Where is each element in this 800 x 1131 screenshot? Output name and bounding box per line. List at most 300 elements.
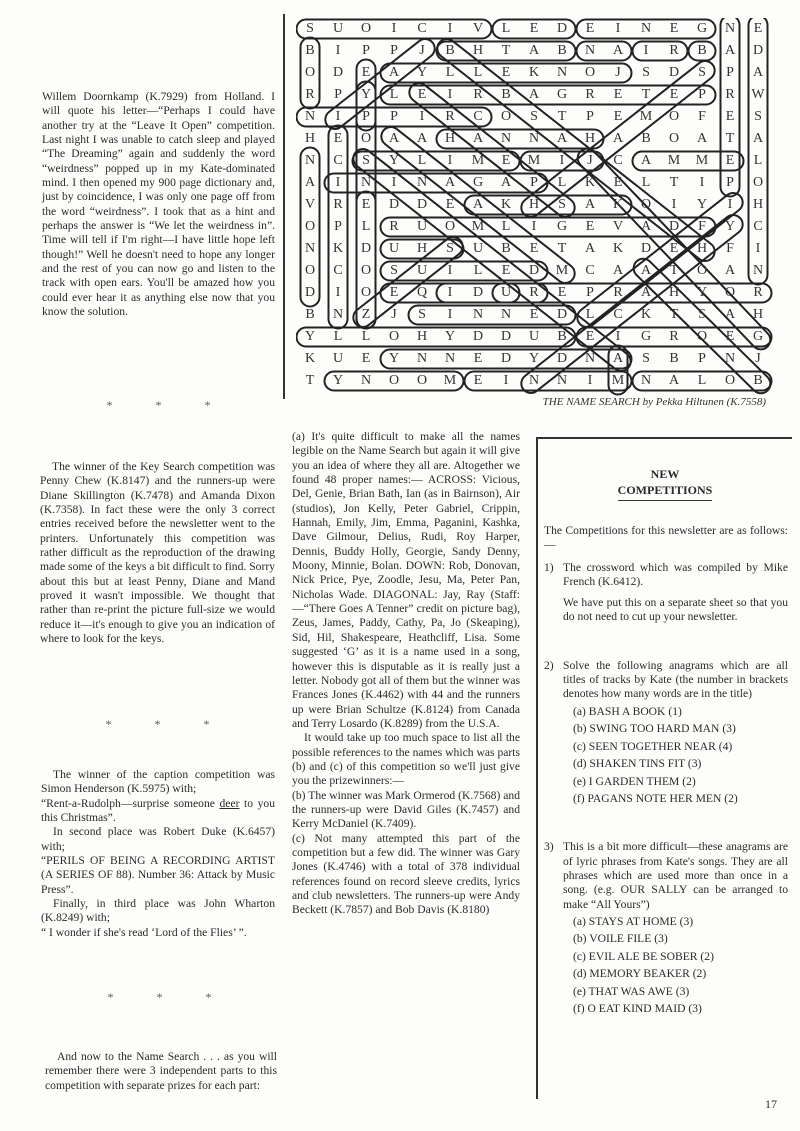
grid-letter: I [671,197,677,212]
grid-letter: F [698,219,706,234]
grid-letter: G [640,329,652,344]
grid-letter: I [503,373,509,388]
grid-letter: I [419,109,425,124]
grid-letter: B [305,307,315,322]
grid-letter: N [360,175,372,190]
item-text: The crossword which was compiled by Mike French (K.6412). [563,560,788,588]
grid-letter: N [304,241,316,256]
grid-letter: V [612,219,624,234]
grid-letter: E [473,351,483,366]
anagram-item: (b) SWING TOO HARD MAN (3) [573,722,736,736]
grid-letter: Q [416,285,428,300]
name-search-results [292,430,520,918]
anagram-item: (f) PAGANS NOTE HER MEN (2) [573,792,738,806]
caption-competition-section [41,768,275,940]
grid-letter: E [753,21,763,36]
name-search-grid [296,18,776,396]
grid-letter: C [417,21,427,36]
grid-letter: S [390,263,398,278]
grid-letter: C [333,263,343,278]
grid-letter: I [755,241,761,256]
grid-letter: N [752,263,764,278]
grid-letter: D [472,329,484,344]
grid-letter: E [529,21,539,36]
grid-letter: U [416,219,428,234]
part-a-text: (a) It's quite difficult to make all the names legible on the Name Search but again it will give you an idea of where they all are. Altogether we found 48 proper names:— ACROSS: Vicious, Del, Genie, Brian Bath, Ian (as in Bairnson), Air (studios), Jon Kelly, Peter Gabriel, Crippin, Hannah, Emily, Jim, Emma, Paganini, Kashka, Dave Gilmour, Delius, Rudi, Roy Harper, Dennis, Buddy Holly, Georgie, Sandy Denny, Moony, Minnie, Bolan. DOWN: Rob, Donovan, Nick Price, Pye, Zoodle, Jesu, Ma, Peter Pan, Nicholas Wade. DIAGONAL: Jay, Ray (Staff:—“There Goes A Tenner” credit on picture bag), Zeus, James, Paddy, Cathy, Pa, Jo (Skeaping), Sid, Hil, Shakespeare, Heathcliff, Lisa. Some suggested ‘G’ as it is a name used in a song, however this is disputable as it is really just a letter. Nobody got all of them but the winner was Frances Jones (K.4462) with 44 and the runners up were Brian Schultze (K.8124) from Canada and Terry Losardo (K.8289) from the U.S.A. [292,430,520,730]
grid-letter: R [585,87,595,102]
grid-letter: N [500,307,512,322]
grid-letter: K [304,351,316,366]
grid-letter: F [698,109,706,124]
grid-letter: O [668,131,680,146]
grid-letter: N [360,373,372,388]
grid-letter: U [500,285,512,300]
section-separator: * * * [106,398,211,412]
caption-second-intro: In second place was Robert Duke (K.6457) with; [41,825,275,853]
grid-letter: A [612,263,624,278]
grid-letter: O [696,329,708,344]
grid-letter: I [615,21,621,36]
grid-letter: N [584,351,596,366]
grid-letter: J [391,307,397,322]
grid-letter: I [559,153,565,168]
grid-letter: M [695,153,709,168]
grid-letter: A [612,43,624,58]
grid-letter: I [615,329,621,344]
grid-letter: N [444,351,456,366]
grid-letter: J [615,65,621,80]
grid-letter: M [667,153,681,168]
name-search-intro-text: And now to the Name Search . . . as you will remember there were 3 independent parts to this competition with separate prizes for each part: [45,1050,277,1092]
grid-letter: G [472,175,484,190]
grid-letter: B [753,373,763,388]
grid-letter: O [304,263,316,278]
grid-letter: E [725,153,735,168]
grid-letter: H [668,285,680,300]
grid-letter: O [640,197,652,212]
grid-letter: B [641,131,651,146]
grid-letter: M [471,219,485,234]
grid-letter: D [416,197,428,212]
grid-letter: A [444,175,456,190]
anagram-item: (a) STAYS AT HOME (3) [573,914,694,928]
grid-letter: I [447,87,453,102]
grid-letter: I [335,285,341,300]
grid-letter: V [304,197,316,212]
competition-item-1 [544,561,788,625]
section-separator: * * * [107,990,212,1004]
grid-letter: C [613,307,623,322]
anagram-item: (c) SEEN TOGETHER NEAR (4) [573,739,733,753]
grid-letter: D [556,21,568,36]
grid-letter: W [751,87,765,102]
grid-letter: E [669,21,679,36]
caption-intro: The winner of the caption competition was Simon Henderson (K.5975) with; [41,768,275,796]
grid-letter: O [724,373,736,388]
grid-letter: A [388,131,400,146]
grid-letter: G [556,219,568,234]
grid-letter: E [725,329,735,344]
grid-letter: I [447,285,453,300]
grid-letter: I [447,307,453,322]
grid-letter: R [473,87,483,102]
grid-letter: A [584,197,596,212]
grid-letter: L [585,307,595,322]
grid-letter: Y [388,153,400,168]
grid-letter: C [585,263,595,278]
grid-letter: R [669,43,679,58]
grid-letter: H [752,197,764,212]
grid-letter: A [724,263,736,278]
grid-letter: L [389,87,399,102]
grid-letter: U [472,241,484,256]
grid-letter: Z [361,307,371,322]
grid-letter: E [529,241,539,256]
grid-letter: K [612,241,624,256]
grid-letter: S [530,109,538,124]
grid-letter: H [416,329,428,344]
grid-letter: E [669,241,679,256]
grid-letter: I [391,175,397,190]
grid-letter: A [668,373,680,388]
grid-letter: L [333,329,343,344]
grid-letter: P [390,43,398,58]
new-competitions-title [538,466,792,501]
grid-letter: M [611,373,625,388]
grid-letter: O [584,65,596,80]
grid-letter: B [697,43,707,58]
grid-letter: Y [724,219,736,234]
grid-letter: L [361,329,371,344]
grid-letter: P [390,109,398,124]
grid-letter: N [500,131,512,146]
grid-letter: D [668,65,680,80]
item-text: Solve the following anagrams which are all titles of tracks by Kate (the number in brackets denotes how many words are in the title) [563,658,788,701]
grid-letter: A [388,65,400,80]
grid-letter: H [304,131,316,146]
grid-letter: B [669,351,679,366]
grid-letter: S [418,307,426,322]
anagram-item: (e) THAT WAS AWE (3) [573,984,690,998]
grid-letter: R [305,87,315,102]
grid-letter: E [473,373,483,388]
key-search-text: The winner of the Key Search competition was Penny Chew (K.8147) and the runners-up were Diane Skillington (K.7478) and Amanda Dixon (K.7358). In fact these were the only 3 correct entries received before the newsletter went to the printers. Unfortunately this competition was rather difficult as the reproduction of the drawing made some of the keys a bit difficult to find. Sorry about this but at least Penny, Diane and Mand proved it wasn't impossible. We thought that rather than re-print the picture full-size we would reduce it—it's enough to give you an indication of where to look for the keys. [40,460,275,646]
grid-letter: E [669,87,679,102]
grid-letter: O [444,219,456,234]
item-number: 1) [544,560,554,574]
grid-letter: T [557,109,567,124]
grid-letter: T [305,373,315,388]
caption-winner-quote [41,797,275,826]
grid-letter: A [500,175,512,190]
grid-letter: C [333,153,343,168]
grid-letter: D [556,351,568,366]
anagram-item: (c) EVIL ALE BE SOBER (2) [573,949,714,963]
grid-letter: R [529,285,539,300]
grid-letter: T [641,87,651,102]
grid-letter: H [752,307,764,322]
references-text: It would take up too much space to list all the possible references to the names which was parts (b) and (c) of this competition so we'll just give you the prizewinners:— [292,731,520,788]
grid-letter: O [304,219,316,234]
grid-letter: N [416,351,428,366]
name-search-intro [45,1050,277,1093]
grid-letter: S [642,65,650,80]
grid-letter: U [528,329,540,344]
grid-letter: A [752,131,764,146]
grid-letter: E [361,65,371,80]
grid-letter: Y [360,87,372,102]
grid-letter: S [446,241,454,256]
grid-letter: J [587,153,593,168]
grid-letter: O [668,109,680,124]
grid-letter: P [586,109,594,124]
grid-letter: B [501,87,511,102]
grid-letter: D [556,307,568,322]
grid-letter: D [500,329,512,344]
grid-letter: L [641,175,651,190]
quote-part: to you this Christmas”. [41,796,275,825]
grid-letter: A [528,87,540,102]
anagram-item: (e) I GARDEN THEM (2) [573,774,696,788]
grid-letter: B [501,241,511,256]
grid-letter: S [306,21,314,36]
grid-letter: C [753,219,763,234]
grid-letter: P [362,109,370,124]
grid-letter: P [530,175,538,190]
grid-letter: E [613,175,623,190]
grid-letter: P [698,87,706,102]
grid-letter: Y [696,285,708,300]
grid-letter: O [360,21,372,36]
key-search-paragraph [40,460,275,646]
grid-letter: D [332,65,344,80]
grid-letter: U [332,21,344,36]
grid-letter: E [725,109,735,124]
anagram-item: (d) SHAKEN TINS FIT (3) [573,757,702,771]
caption-third-intro: Finally, in third place was John Wharton (K.8249) with; [41,897,275,925]
grid-letter: E [361,351,371,366]
grid-letter: N [528,131,540,146]
grid-letter: I [643,43,649,58]
grid-letter: R [753,285,763,300]
grid-letter: D [472,285,484,300]
grid-letter: O [360,263,372,278]
grid-letter: C [473,109,483,124]
grid-letter: P [334,87,342,102]
grid-letter: E [529,307,539,322]
grid-letter: I [447,153,453,168]
grid-letter: A [640,285,652,300]
grid-letter: E [585,21,595,36]
caption-third-quote: “ I wonder if she's read ‘Lord of the Flies’ ”. [41,925,247,939]
item-number: 2) [544,658,554,672]
grid-letter: B [305,43,315,58]
grid-letter: L [501,21,511,36]
grid-letter: K [528,65,540,80]
caption-second-quote: “PERILS OF BEING A RECORDING ARTIST (A SERIES OF 88). Number 36: Attack by Music Press”. [41,854,275,896]
grid-letter: B [557,43,567,58]
grid-letter: N [528,373,540,388]
grid-letter: H [528,197,540,212]
competitions-intro: The Competitions for this newsletter are as follows:— [544,524,788,552]
grid-letter: N [556,65,568,80]
part-b-text: (b) The winner was Mark Ormerod (K.7568) and the runners-up were David Giles (K.7457) and Kerry McDaniel (K.7409). [292,788,520,831]
grid-letter: A [640,153,652,168]
grid-letter: M [471,153,485,168]
grid-letter: F [726,241,734,256]
grid-letter: D [388,197,400,212]
grid-letter: R [389,219,399,234]
grid-letter: I [587,373,593,388]
grid-letter: I [727,197,733,212]
grid-letter: R [725,87,735,102]
grid-letter: T [669,175,679,190]
grid-letter: I [447,21,453,36]
grid-letter: C [613,153,623,168]
grid-letter: Y [304,329,316,344]
grid-letter: Y [388,351,400,366]
grid-letter: O [416,373,428,388]
grid-letter: A [472,131,484,146]
grid-letter: H [584,131,596,146]
grid-letter: L [417,153,427,168]
grid-letter: T [557,241,567,256]
grid-letter: Y [528,351,540,366]
grid-letter: A [528,43,540,58]
willem-doornkamp-paragraph [42,90,275,320]
grid-letter: O [304,65,316,80]
grid-letter: J [419,43,425,58]
anagram-list [563,705,788,807]
grid-letter: A [752,65,764,80]
quote-part: “Rent-a-Rudolph—surprise someone [41,796,220,810]
grid-letter: G [556,87,568,102]
grid-letter: D [360,241,372,256]
grid-letter: I [391,21,397,36]
part-c-text: (c) Not many attempted this part of the competition but a few did. The winner was Gary Jones (K.4746) with a total of 378 individual references found on record sleeve credits, lyrics and club newsletters. The runners-up were Andy Beckett (K.7857) and Bob Davis (K.8180) [292,831,520,917]
grid-letter: P [726,65,734,80]
grid-letter: B [557,329,567,344]
grid-letter: N [724,351,736,366]
grid-letter: Y [332,373,344,388]
grid-letter: A [584,241,596,256]
grid-letter: R [445,109,455,124]
grid-letter: E [501,65,511,80]
grid-letter: H [696,241,708,256]
grid-letter: O [360,285,372,300]
item-text: This is a bit more difficult—these anagrams are of lyric phrases from Kate's songs. They are all phrases which are used more than once in a song. (e.g. OUR SALLY can be arranged to make “All Yours”) [563,840,788,911]
grid-letter: N [416,175,428,190]
grid-letter: E [361,197,371,212]
grid-letter: E [585,219,595,234]
grid-letter: A [612,131,624,146]
grid-letter: I [531,219,537,234]
grid-letter: H [472,43,484,58]
grid-letter: N [304,153,316,168]
grid-letter: A [472,197,484,212]
grid-letter: S [642,351,650,366]
grid-letter: E [389,285,399,300]
grid-letter: D [528,263,540,278]
grid-letter: L [473,65,483,80]
grid-letter: R [333,197,343,212]
anagram-item: (f) O EAT KIND MAID (3) [573,1002,702,1016]
section-separator: * * * [105,717,210,731]
grid-letter: O [388,329,400,344]
item-number: 3) [544,840,554,854]
grid-letter: Y [444,329,456,344]
grid-letter: D [668,219,680,234]
grid-letter: A [556,131,568,146]
grid-letter: M [639,109,653,124]
grid-letter: D [752,43,764,58]
grid-letter: N [556,373,568,388]
grid-letter: E [613,87,623,102]
item-note: We have put this on a separate sheet so that you do not need to cut up your newsletter. [563,596,788,624]
grid-letter: E [501,263,511,278]
grid-letter: L [753,153,763,168]
grid-letter: I [447,263,453,278]
grid-letter: O [724,285,736,300]
grid-letter: K [612,197,624,212]
grid-letter: L [445,65,455,80]
grid-letter: E [557,285,567,300]
competition-item-2 [544,659,788,807]
competition-item-3 [544,840,788,1016]
grid-letter: E [417,87,427,102]
grid-letter: O [360,131,372,146]
grid-letter: P [362,43,370,58]
grid-letter: D [304,285,316,300]
grid-letter: S [754,109,762,124]
willem-paragraph-text: Willem Doornkamp (K.7929) from Holland. I will quote his letter—“Perhaps I could have another try at the “Leave It Open” competition. Last night I was unable to catch sleep and played “The Dreaming” again and suddenly the word “weirdness” popped up in my Kate-dominated mind. I then opened my 900 page dictionary and, just by coincidence, I was only one page off from the word “weirdness”. I took that as a hint and perhaps the answer is “We let the weirdness in”. Time will tell if I'm right—I have little hope left though!” Well he doesn't need to hope any longer and the rest of you can now go and listen to the track with open ears. You'll be amazed how you could ever hear it as anything else now that you know the solution. [42,90,275,319]
grid-letter: O [752,175,764,190]
grid-letter: U [388,241,400,256]
grid-letter: N [584,43,596,58]
grid-letter: I [699,175,705,190]
grid-letter: J [755,351,761,366]
grid-letter: E [333,131,343,146]
grid-letter: K [584,175,596,190]
grid-letter: S [698,307,706,322]
grid-letter: O [388,373,400,388]
grid-letter: G [696,21,708,36]
grid-letter: K [640,307,652,322]
grid-letter: A [612,351,624,366]
page-number: 17 [765,1097,777,1111]
grid-letter: Y [696,197,708,212]
grid-letter: N [332,307,344,322]
grid-letter: A [416,131,428,146]
grid-letter: Y [416,65,428,80]
grid-letter: L [501,219,511,234]
grid-letter: R [613,285,623,300]
grid-letter: A [640,263,652,278]
grid-letter: L [473,263,483,278]
grid-letter: A [640,219,652,234]
grid-letter: T [669,307,679,322]
anagram-item: (d) MEMORY BEAKER (2) [573,967,707,981]
grid-letter: L [557,175,567,190]
new-competitions-body [544,524,788,1020]
new-competitions-box [536,437,792,1099]
grid-letter: D [640,241,652,256]
grid-letter: I [335,43,341,58]
grid-letter: P [334,219,342,234]
grid-caption: THE NAME SEARCH by Pekka Hiltunen (K.7558) [542,396,766,408]
grid-letter: M [527,153,541,168]
grid-letter: N [304,109,316,124]
